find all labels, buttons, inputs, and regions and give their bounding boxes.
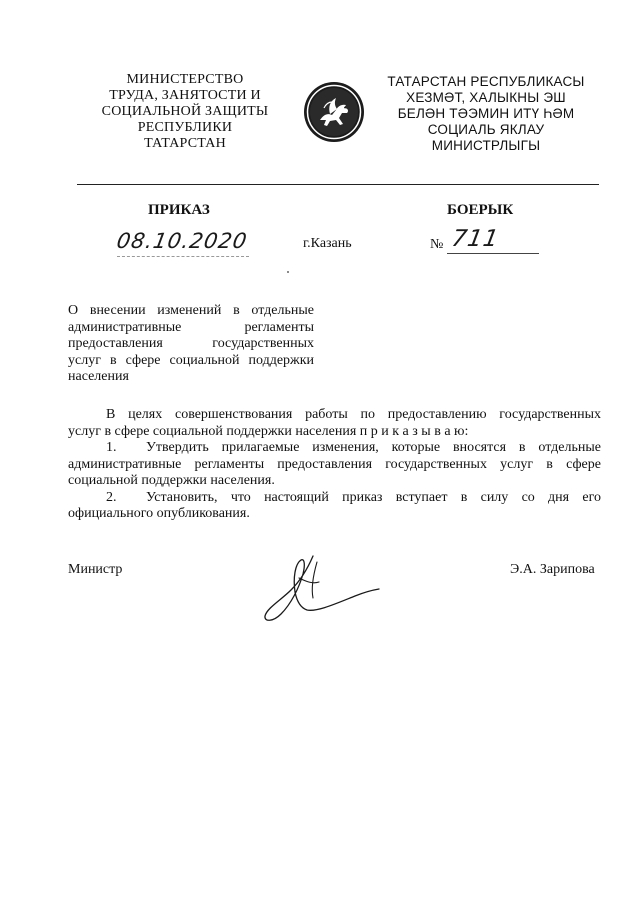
body-line: услуг в сфере социальной поддержки населения п р и к а з ы в а ю: — [68, 423, 469, 439]
item-number: 1. — [106, 440, 117, 455]
number-sign: № — [430, 237, 444, 252]
number-underline — [447, 253, 539, 254]
tatarstan-coat-of-arms-icon — [302, 80, 366, 144]
ministry-name-line: ТАТАРСТАН — [144, 136, 226, 151]
signatory-position: Министр — [68, 562, 123, 577]
header-divider — [77, 184, 599, 185]
order-city: г.Казань — [303, 236, 352, 251]
ministry-name-line: МИНИСТЕРСТВО — [126, 72, 244, 87]
body-line: В целях совершенствования работы по предоставлению государственных — [106, 407, 601, 422]
subject-line: населения — [68, 369, 129, 384]
body-line: административные регламенты предоставления государственных услуг в сфере — [68, 456, 601, 472]
order-label-tatar: БОЕРЫК — [447, 202, 514, 218]
ministry-name-line: РЕСПУБЛИКИ — [137, 120, 233, 135]
ministry-name-russian — [80, 72, 290, 152]
item-number: 2. — [106, 489, 117, 505]
body-line: Установить, что настоящий приказ вступает в силу со дня его — [146, 489, 601, 505]
signatory-name: Э.А. Зарипова — [510, 562, 595, 577]
body-line: социальной поддержки населения. — [68, 473, 275, 488]
handwritten-signature — [255, 548, 385, 628]
item-2 — [68, 490, 601, 507]
body-line: Утвердить прилагаемые изменения, которые вносятся в отдельные — [146, 440, 601, 455]
order-subject — [68, 303, 314, 386]
item-1 — [68, 440, 601, 457]
subject-line: О внесении изменений в отдельные — [68, 303, 314, 318]
ministry-name-line: ТАТАРСТАН РЕСПУБЛИКАСЫ — [387, 74, 585, 89]
ministry-name-tatar — [372, 74, 600, 154]
order-label-russian: ПРИКАЗ — [148, 202, 210, 218]
ministry-name-line: ХЕЗМӘТ, ХАЛЫКНЫ ЭШ — [406, 90, 566, 105]
scan-speck — [287, 271, 289, 273]
order-number: 711 — [449, 226, 502, 252]
ministry-name-line: МИНИСТРЛЫГЫ — [431, 138, 541, 153]
subject-line: административные регламенты — [68, 319, 314, 335]
order-date: 08.10.2020 — [114, 229, 250, 253]
subject-line: предоставления государственных — [68, 336, 314, 351]
subject-line: услуг в сфере социальной поддержки — [68, 352, 314, 368]
ministry-name-line: СОЦИАЛЬ ЯКЛАУ — [427, 122, 545, 137]
ministry-name-line: ТРУДА, ЗАНЯТОСТИ И — [109, 88, 261, 103]
order-body — [68, 407, 601, 523]
ministry-name-line: БЕЛӘН ТӘЭМИН ИТҮ ҺӘМ — [397, 106, 575, 121]
date-underline — [117, 256, 249, 257]
body-line: официального опубликования. — [68, 506, 250, 521]
ministry-name-line: СОЦИАЛЬНОЙ ЗАЩИТЫ — [101, 104, 269, 119]
